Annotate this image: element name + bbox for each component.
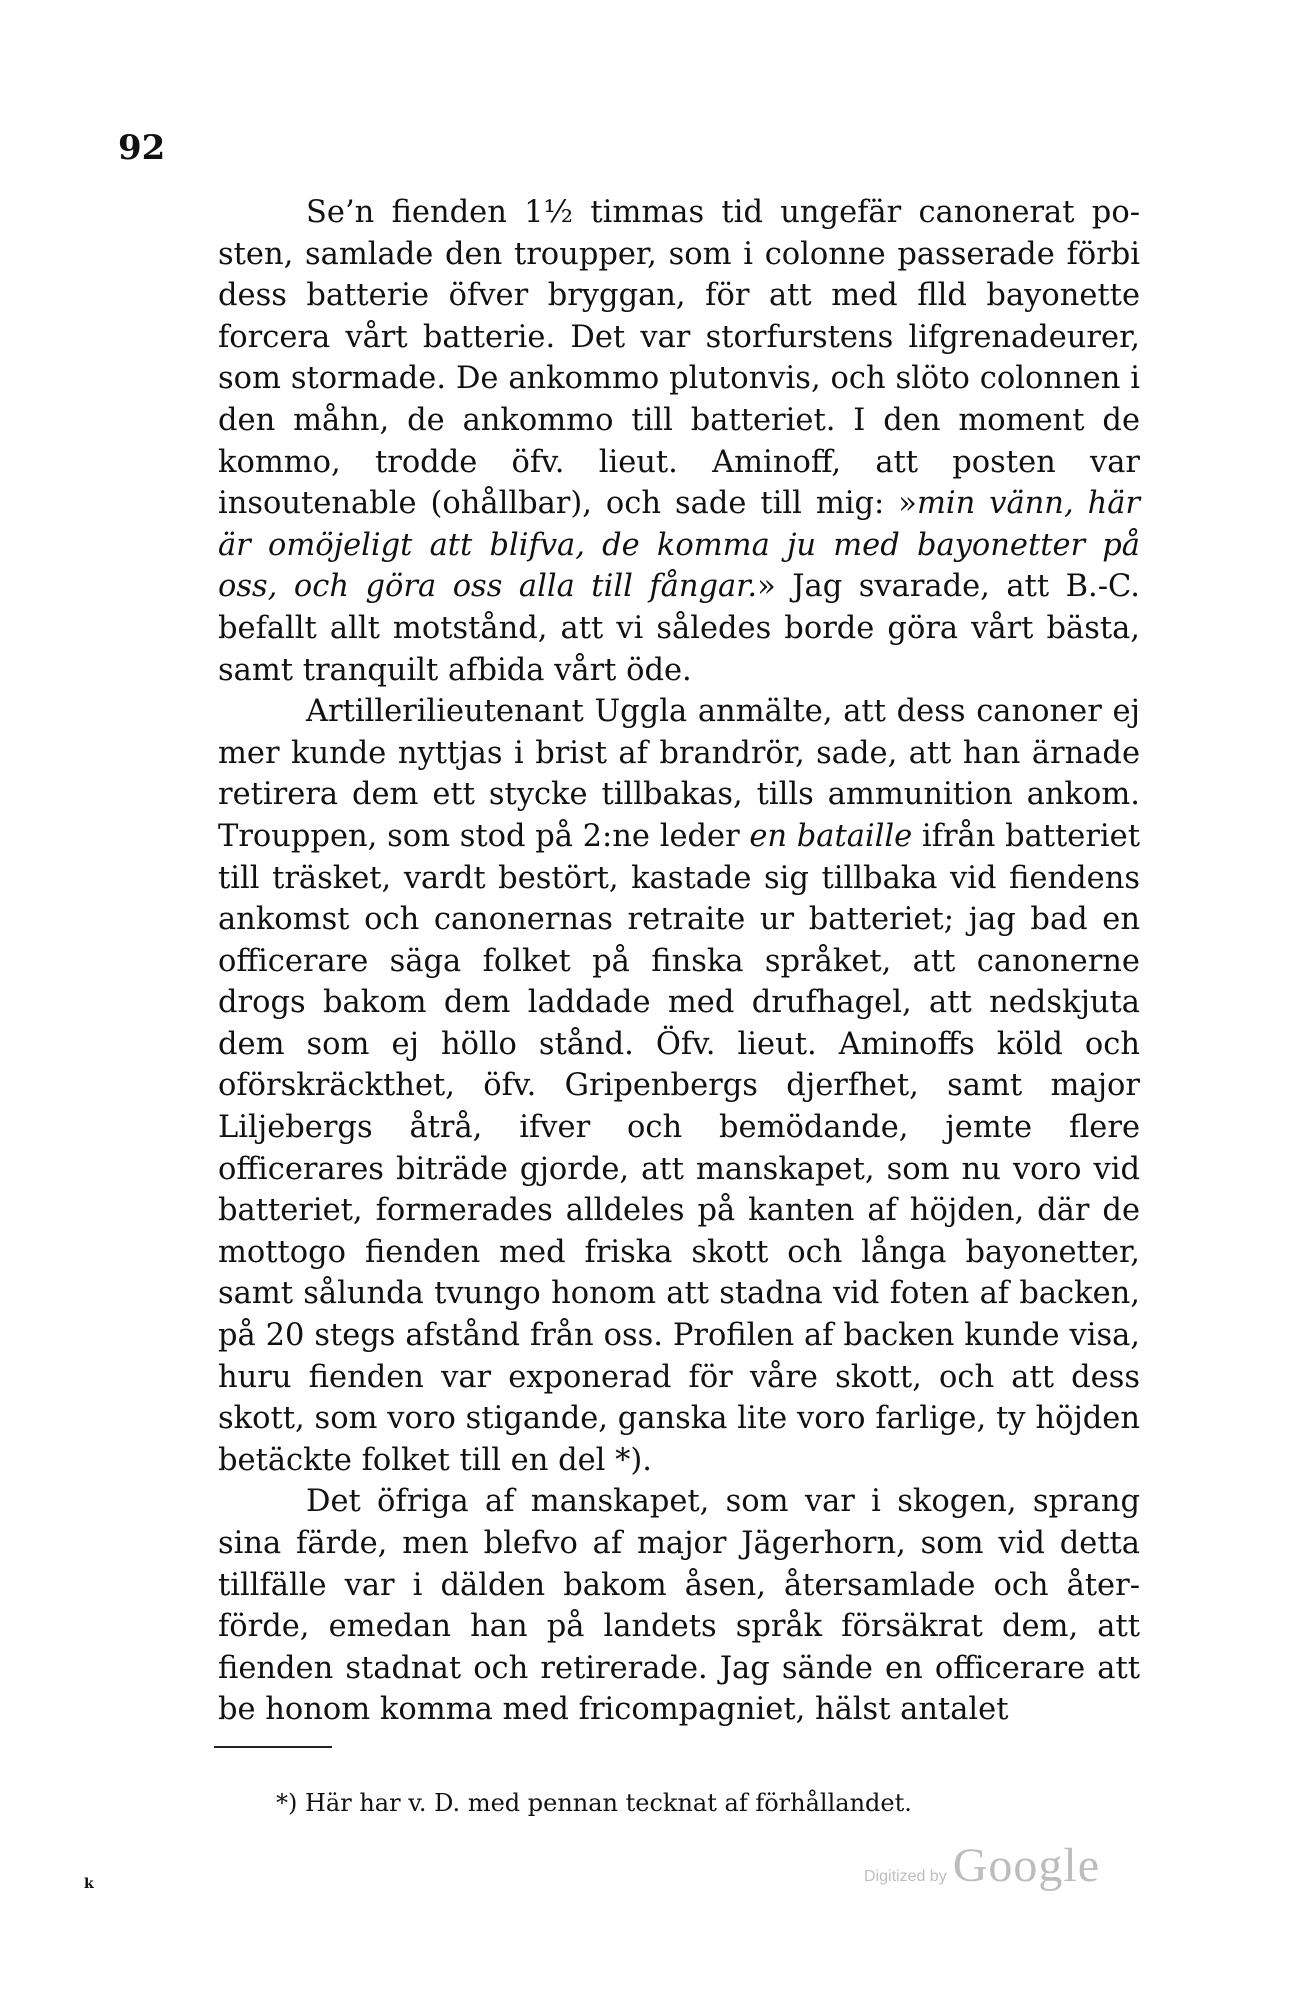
paragraph-2-italic-term: en bataille (749, 818, 913, 854)
margin-mark: k (84, 1876, 94, 1892)
paragraph-3-run-1: Det öfriga af manskapet, som var i skogen, sprang sina färde, men blefvo af major Jägerhorn, som vid detta tillfälle var i dälden bakom åsen, återsamlade och återförde, emedan han på landets språk försäkrat dem, att fienden stadnat och retirerade. Jag sände en officerare att be honom komma med fricompagniet, hälst antalet (218, 1484, 1140, 1728)
digitized-label: Digitized by (864, 1868, 947, 1885)
paragraph-2-run-1: Artillerilieutenant Uggla anmälte, att dess canoner ej mer kunde nyttjas i brist af brandrör, sade, att han ärnade retirera dem ett stycke tillbakas, tills ammunition ankom. Trouppen, som stod på 2:ne leder (218, 694, 1140, 854)
paragraph-1-quote-italic: min vänn, här är omöjeligt att blifva, de komma ju med bayonetter på oss, och göra oss alla till fångar. (218, 486, 1141, 605)
paragraph-1-run-1: Se’n fienden 1½ timmas tid ungefär canonerat posten, samlade den troupper, som i colonne passerade förbi dess batterie öfver bryggan, för att med flld bayonette forcera vårt batterie. Det var storfurstens lifgrenadeurer, som stormade. De ankommo plutonvis, och slöto colonnen i den måhn, de ankommo till batteriet. I den moment de kommo, trodde öfv. lieut. Aminoff, att posten var insoutenable (ohållbar), och sade till mig: » (218, 195, 1140, 522)
paragraph-1-run-3: » Jag svarade, att B.-C. befallt allt motstånd, att vi således borde göra vårt bästa, samt tranquilt afbida vårt öde. (218, 569, 1140, 688)
footnote-divider (214, 1746, 332, 1748)
page-number: 92 (118, 128, 166, 168)
body-text (218, 192, 1140, 1731)
google-logo: Google (952, 1839, 1101, 1892)
paragraph-2-run-3: ifrån batteriet till träsket, vardt bestört, kastade sig tillbaka vid fiendens ankomst och canonernas retraite ur batteriet; jag bad en officerare säga folket på finska språket, att canonerne drogs bakom dem laddade med drufhagel, att nedskjuta dem som ej höllo stånd. Öfv. lieut. Aminoffs köld och oförskräckthet, öfv. Gripenbergs djerfhet, samt major Liljebergs åtrå, ifver och bemödande, jemte flere officerares biträde gjorde, att manskapet, som nu voro vid batteriet, formerades alldeles på kanten af höjden, där de mottogo fienden med friska skott och långa bayonetter, samt sålunda tvungo honom att stadna vid foten af backen, på 20 stegs afstånd från oss. Profilen af backen kunde visa, huru fienden var exponerad för våre skott, och att dess skott, som voro stigande, ganska lite voro farlige, ty höjden betäckte folket till en del *). (218, 818, 1140, 1478)
paragraph-3 (218, 1481, 1140, 1731)
paragraph-2 (218, 691, 1140, 1481)
digitized-watermark (864, 1838, 1100, 1893)
paragraph-1 (218, 192, 1140, 691)
footnote: *) Här har v. D. med pennan tecknat af förhållandet. (276, 1789, 912, 1817)
